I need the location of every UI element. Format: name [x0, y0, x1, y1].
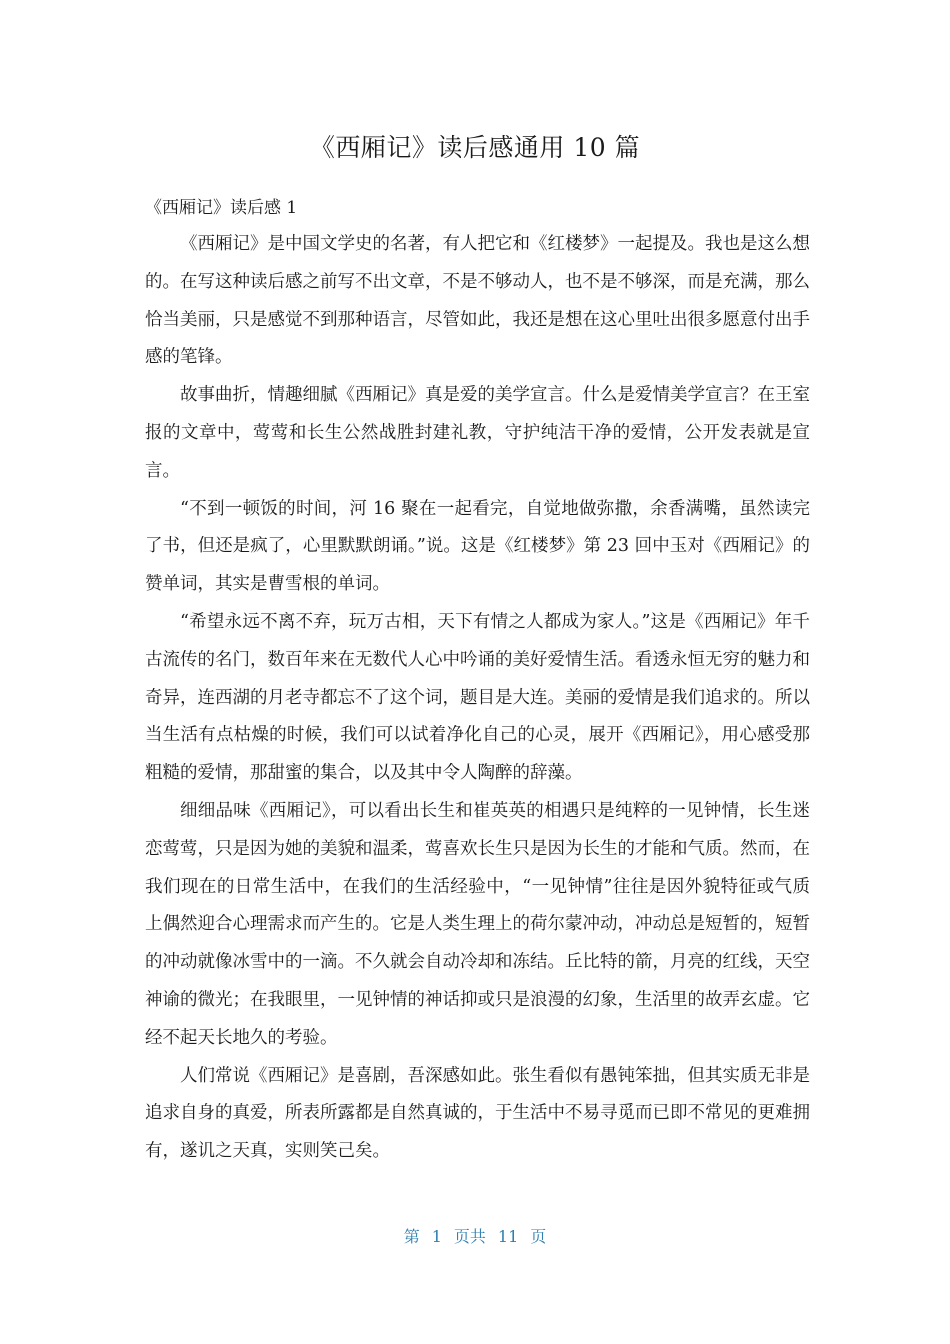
document-title: 《西厢记》读后感通用 10 篇 — [309, 133, 641, 162]
current-page-number: 1 — [431, 1227, 442, 1246]
paragraph: 细细品味《西厢记》，可以看出长生和崔英英的相遇只是纯粹的一见钟情，长生迷恋莺莺，只是因为她的美貌和温柔，莺喜欢长生只是因为长生的才能和气质。然而，在我们现在的日常生活中，在我们的生活经验中，“一见钟情”往往是因外貌特征或气质上偶然迎合心理需求而产生的。它是人类生理上的荷尔蒙冲动，冲动总是短暂的，短暂的冲动就像冰雪中的一滴。不久就会自动冷却和冻结。丘比特的箭，月亮的红线，天空神谕的微光；在我眼里，一见钟情的神话抑或只是浪漫的幻象，生活里的故弄玄虚。它经不起天长地久的考验。 — [145, 800, 810, 1048]
page-label-suffix: 页 — [530, 1227, 547, 1246]
section-heading: 《西厢记》读后感 1 — [145, 198, 298, 218]
document-body — [145, 190, 810, 1171]
page-footer — [0, 1225, 950, 1249]
paragraph: 故事曲折，情趣细腻《西厢记》真是爱的美学宣言。什么是爱情美学宣言？在王室报的文章中，莺莺和长生公然战胜封建礼教，守护纯洁干净的爱情，公开发表就是宣言。 — [145, 385, 810, 481]
total-pages-number: 11 — [497, 1227, 519, 1246]
page-label-prefix: 第 — [403, 1227, 420, 1246]
page-label-mid: 页共 — [453, 1227, 486, 1246]
paragraph: “希望永远不离不弃，玩万古相，天下有情之人都成为家人。”这是《西厢记》年千古流传的名门，数百年来在无数代人心中吟诵的美好爱情生活。看透永恒无穷的魅力和奇异，连西湖的月老寺都忘不了这个词，题目是大连。美丽的爱情是我们追求的。所以当生活有点枯燥的时候，我们可以试着净化自己的心灵，展开《西厢记》，用心感受那粗糙的爱情，那甜蜜的集合，以及其中令人陶醉的辞藻。 — [145, 611, 810, 784]
paragraph: 《西厢记》是中国文学史的名著，有人把它和《红楼梦》一起提及。我也是这么想的。在写这种读后感之前写不出文章，不是不够动人，也不是不够深，而是充满，那么恰当美丽，只是感觉不到那种语言，尽管如此，我还是想在这心里吐出很多愿意付出手感的笔锋。 — [145, 234, 810, 368]
paragraph: 人们常说《西厢记》是喜剧，吾深感如此。张生看似有愚钝笨拙，但其实质无非是追求自身的真爱，所表所露都是自然真诚的，于生活中不易寻觅而已即不常见的更难拥有，遂讥之天真，实则笑己矣。 — [145, 1065, 810, 1162]
paragraph: “不到一顿饭的时间，河 16 聚在一起看完，自觉地做弥撒，余香满嘴，虽然读完了书，但还是疯了，心里默默朗诵。”说。这是《红楼梦》第 23 回中玉对《西厢记》的赞单词，其实是曹雪根的单词。 — [145, 498, 810, 595]
